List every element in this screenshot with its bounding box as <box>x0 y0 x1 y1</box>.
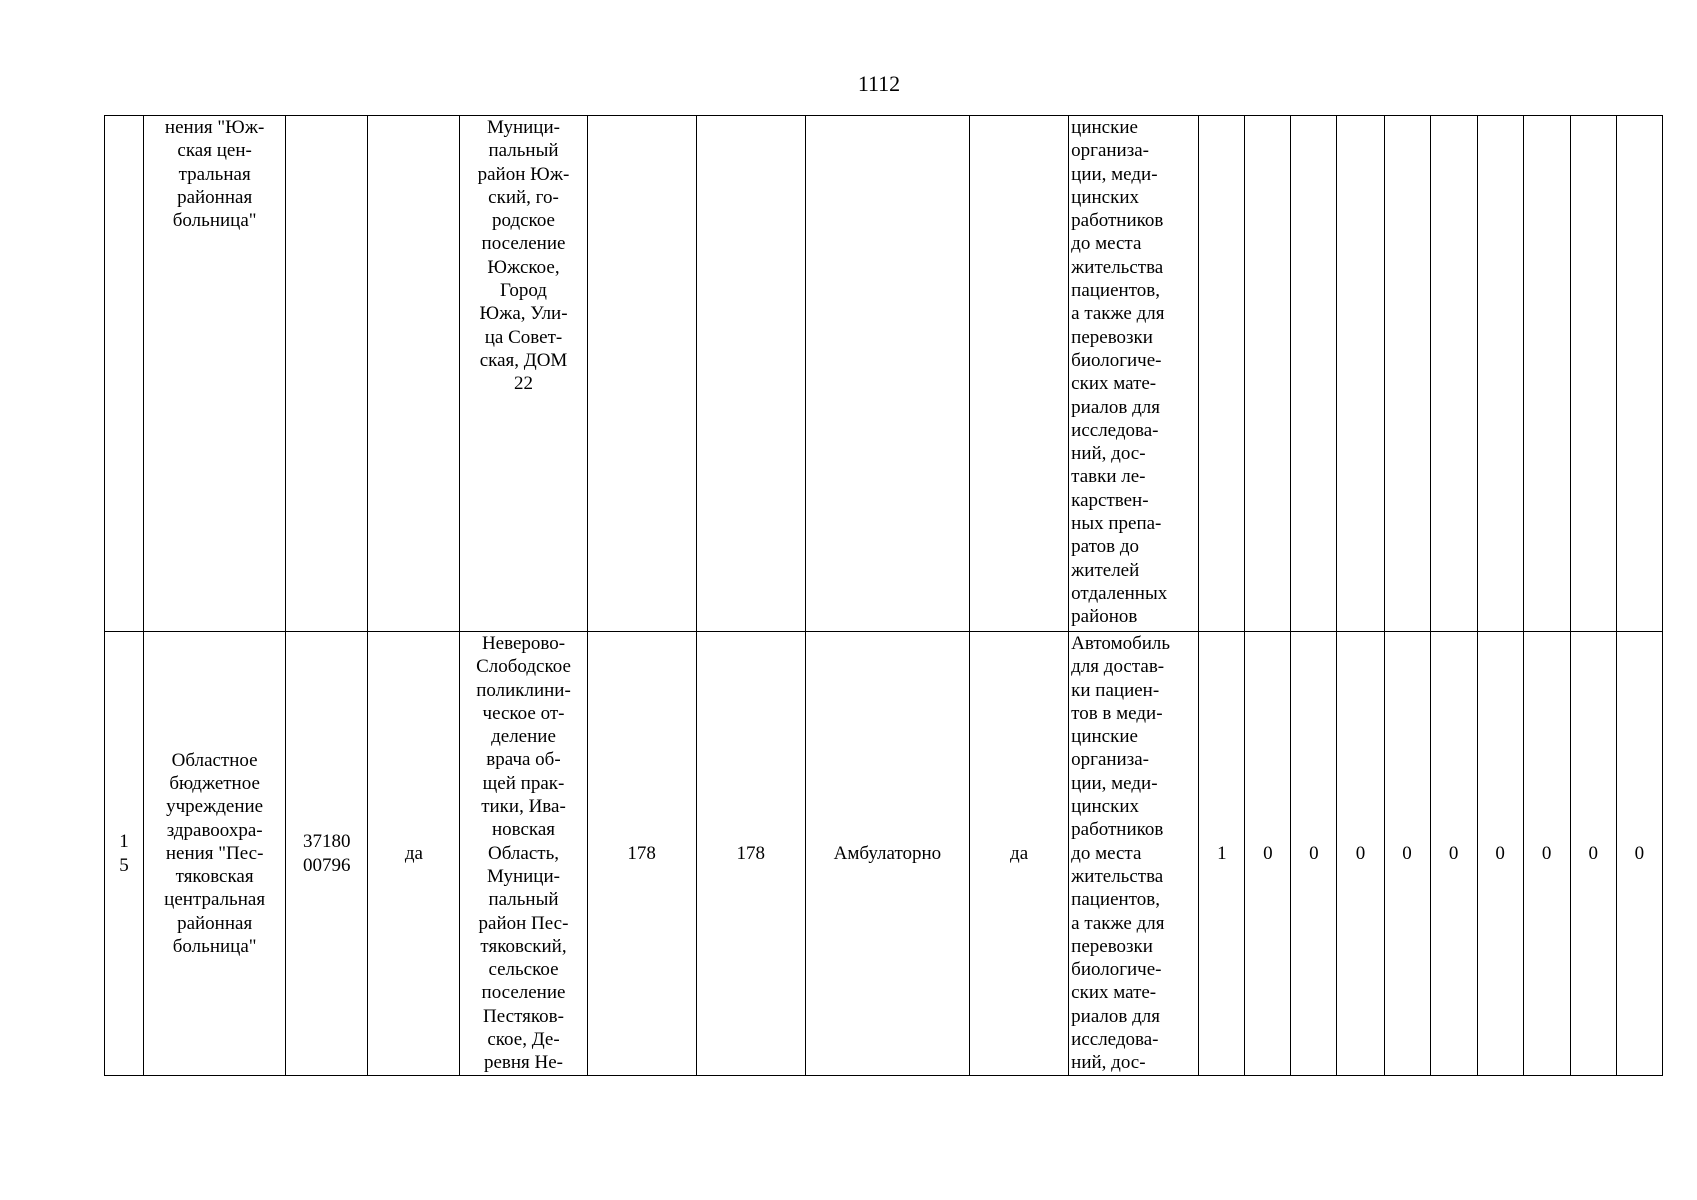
table-row <box>105 632 1663 1076</box>
count-cell <box>1523 116 1570 632</box>
flag-cell <box>970 116 1069 632</box>
data-table <box>104 115 1663 1076</box>
page-number: 1112 <box>857 71 901 96</box>
count-cell <box>1616 116 1662 632</box>
count-cell: 1 <box>1199 632 1245 1076</box>
organization-name-cell: нения "Юж- ская цен- тральная районная больница" <box>144 116 286 632</box>
count-cell <box>1245 116 1291 632</box>
table-row <box>105 116 1663 632</box>
purpose-cell: Автомобиль для достав- ки пациен- тов в меди- цинские организа- ции, меди- цинских работников до места жительства пациентов, а также для перевозки биологиче- ских мате- риалов для исследова- ний, дос- <box>1069 632 1199 1076</box>
count-cell: 0 <box>1477 632 1523 1076</box>
purpose-cell: цинские организа- ции, меди- цинских работников до места жительства пациентов, а также для перевозки биологиче- ских мате- риалов для исследова- ний, дос- тавки ле- карствен- ных препа- ратов до жителей отдаленных районов <box>1069 116 1199 632</box>
count-cell: 0 <box>1384 632 1430 1076</box>
count-cell: 0 <box>1570 632 1616 1076</box>
value-cell: 178 <box>587 632 696 1076</box>
count-cell <box>1337 116 1384 632</box>
code-cell: 37180 00796 <box>286 632 368 1076</box>
count-cell <box>1291 116 1337 632</box>
count-cell <box>1477 116 1523 632</box>
count-cell <box>1384 116 1430 632</box>
count-cell: 0 <box>1616 632 1662 1076</box>
flag-cell: да <box>368 632 460 1076</box>
organization-name-cell: Областное бюджетное учреждение здравоохра- нения "Пес- тяковская центральная районная больница" <box>144 632 286 1076</box>
count-cell: 0 <box>1337 632 1384 1076</box>
count-cell: 0 <box>1245 632 1291 1076</box>
count-cell: 0 <box>1291 632 1337 1076</box>
value-cell <box>587 116 696 632</box>
address-cell: Неверово- Слободское поликлини- ческое от- деление врача об- щей прак- тики, Ива- новская Область, Муници- пальный район Пес- тяковский, сельское поселение Пестяков- ское, Де- ревня Не- <box>460 632 587 1076</box>
count-cell <box>1430 116 1477 632</box>
row-number-cell: 1 5 <box>105 632 144 1076</box>
address-cell: Муници- пальный район Юж- ский, го- родское поселение Южское, Город Южа, Ули- ца Совет- ская, ДОМ 22 <box>460 116 587 632</box>
count-cell: 0 <box>1523 632 1570 1076</box>
row-number-cell <box>105 116 144 632</box>
care-type-cell: Амбулаторно <box>805 632 969 1076</box>
value-cell: 178 <box>696 632 805 1076</box>
count-cell <box>1199 116 1245 632</box>
flag-cell <box>368 116 460 632</box>
care-type-cell <box>805 116 969 632</box>
code-cell <box>286 116 368 632</box>
value-cell <box>696 116 805 632</box>
count-cell: 0 <box>1430 632 1477 1076</box>
count-cell <box>1570 116 1616 632</box>
flag-cell: да <box>970 632 1069 1076</box>
